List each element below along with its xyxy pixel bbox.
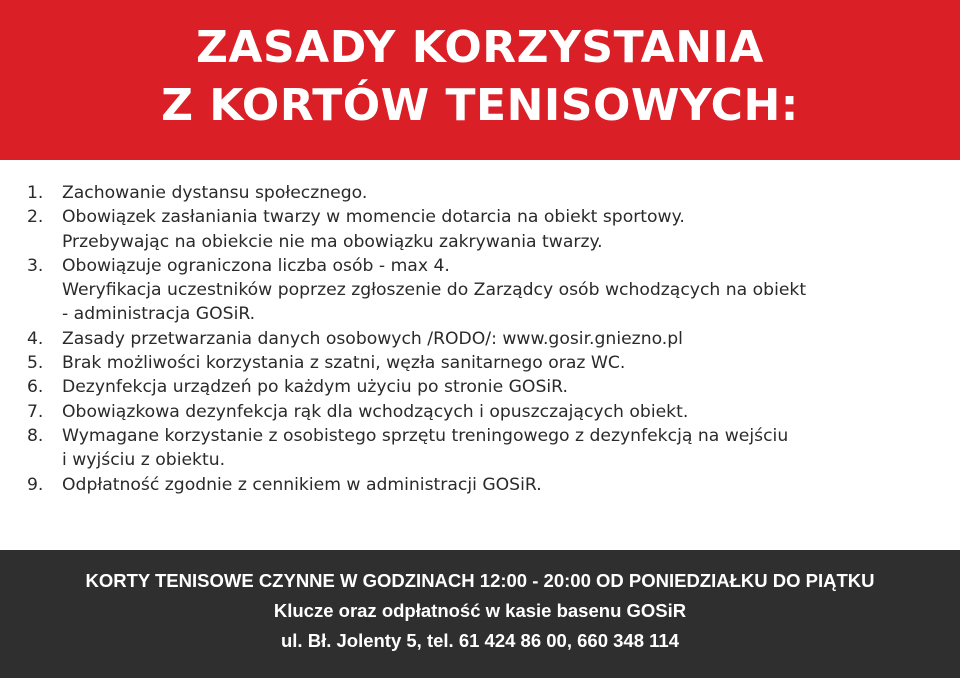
rule-text: Brak możliwości korzystania z szatni, węzła sanitarnego oraz WC.	[62, 353, 626, 374]
rule-number: 2.	[27, 207, 44, 228]
footer-address: ul. Bł. Jolenty 5, tel. 61 424 86 00, 660 348 114	[280, 630, 679, 651]
rule-item	[0, 473, 960, 497]
rule-text: Obowiązuje ograniczona liczba osób - max 4.	[62, 255, 450, 276]
rule-text: i wyjściu z obiektu.	[62, 450, 226, 471]
rule-text: Obowiązkowa dezynfekcja rąk dla wchodzących i opuszczających obiekt.	[62, 401, 689, 422]
rule-number: 8.	[27, 425, 44, 446]
rule-number: 4.	[27, 328, 44, 349]
rule-number: 3.	[27, 255, 44, 276]
footer-keys-info: Klucze oraz odpłatność w kasie basenu GOSiR	[273, 600, 687, 621]
rule-text: Weryfikacja uczestników poprzez zgłoszenie do Zarządcy osób wchodzących na obiekt	[62, 280, 807, 301]
footer-opening-hours: KORTY TENISOWE CZYNNE W GODZINACH 12:00 - 20:00 OD PONIEDZIAŁKU DO PIĄTKU	[85, 570, 875, 591]
rule-text: Przebywając na obiekcie nie ma obowiązku zakrywania twarzy.	[62, 231, 603, 252]
rule-item	[0, 424, 960, 473]
rule-number: 9.	[27, 474, 44, 495]
rule-item	[0, 375, 960, 399]
title-line-1: ZASADY KORZYSTANIA	[196, 22, 764, 73]
rule-text: Odpłatność zgodnie z cennikiem w administracji GOSiR.	[62, 474, 542, 495]
title-line-2: Z KORTÓW TENISOWYCH:	[161, 80, 799, 131]
rule-item	[0, 400, 960, 424]
rule-text: Zachowanie dystansu społecznego.	[62, 183, 368, 203]
footer-banner	[0, 550, 960, 678]
rule-item	[0, 351, 960, 375]
rule-item	[0, 327, 960, 351]
rule-text: Dezynfekcja urządzeń po każdym użyciu po stronie GOSiR.	[62, 377, 568, 398]
rule-item	[0, 205, 960, 254]
rule-number: 5.	[27, 353, 44, 374]
rule-number: 7.	[27, 401, 44, 422]
header-banner	[0, 0, 960, 160]
rule-text: Zasady przetwarzania danych osobowych /RODO/: www.gosir.gniezno.pl	[62, 328, 683, 349]
rule-number: 6.	[27, 377, 44, 398]
rule-item	[0, 181, 960, 205]
rule-text: Wymagane korzystanie z osobistego sprzętu treningowego z dezynfekcją na wejściu	[62, 425, 789, 446]
rule-text: - administracja GOSiR.	[62, 304, 256, 325]
rule-item	[0, 254, 960, 327]
rules-list	[0, 181, 960, 497]
rule-number: 1.	[27, 183, 44, 203]
rule-text: Obowiązek zasłaniania twarzy w momencie dotarcia na obiekt sportowy.	[62, 207, 685, 228]
